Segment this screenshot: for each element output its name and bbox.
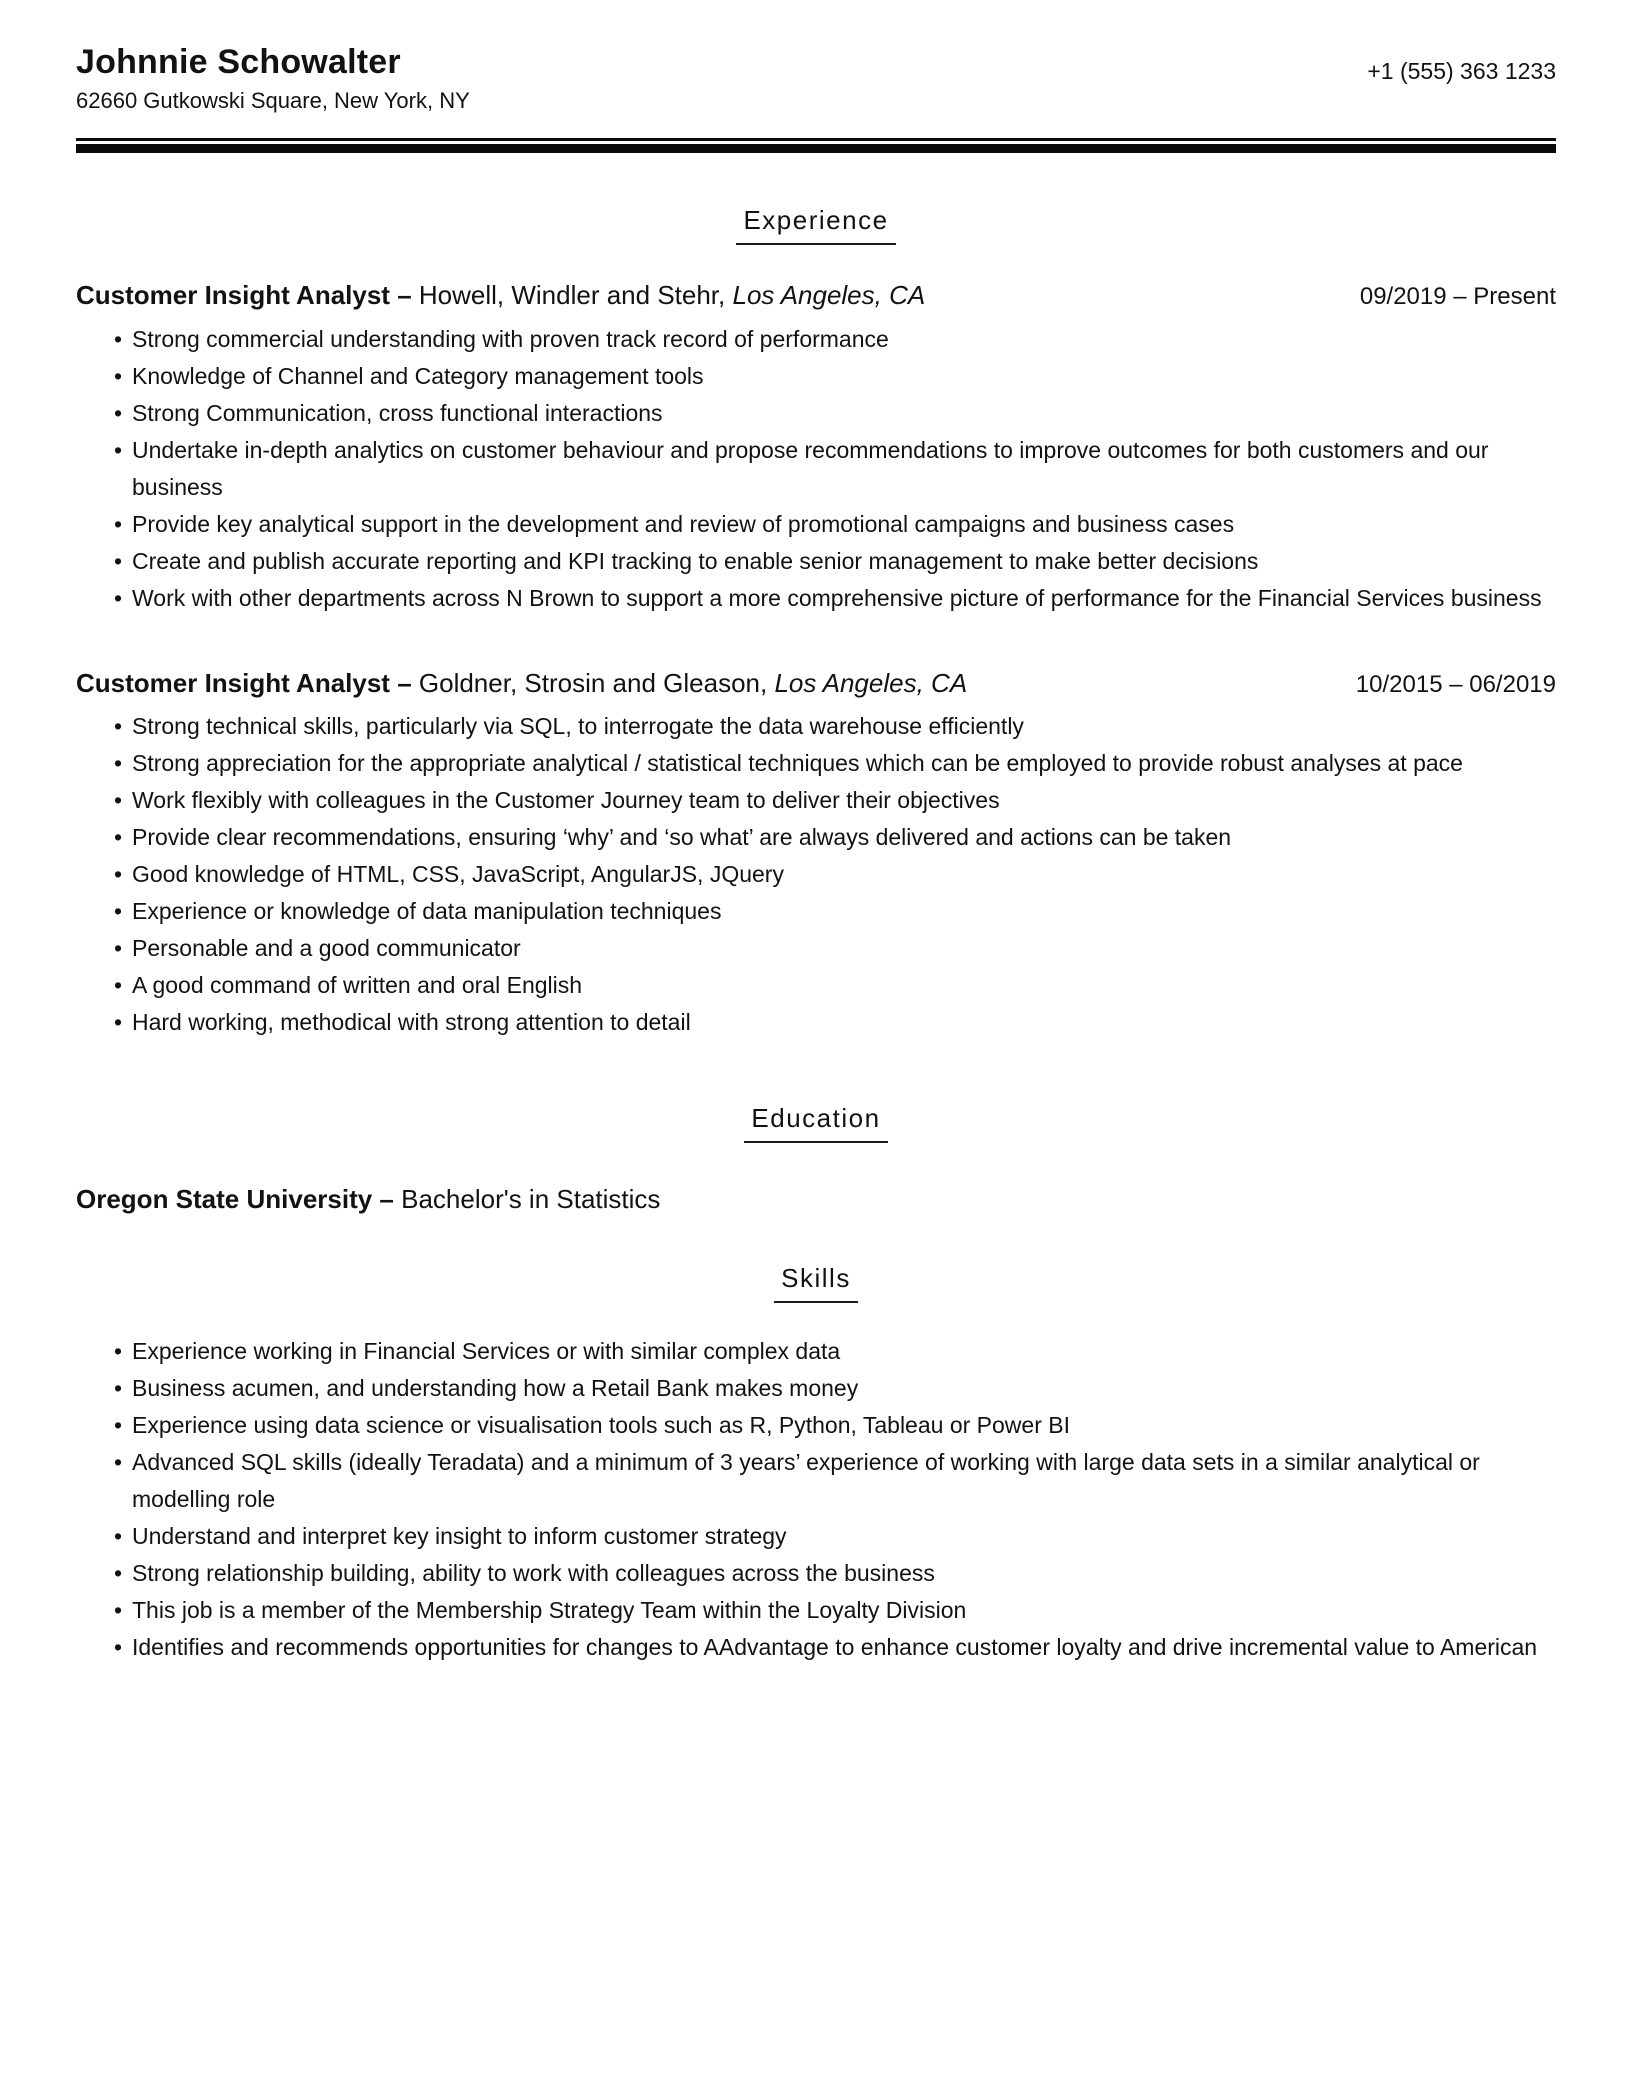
- job-header: [76, 279, 1556, 313]
- skills-bullet-list: [76, 1333, 1556, 1666]
- bullet-item: • Provide key analytical support in the development and review of promotional campaigns and business cases: [114, 506, 1556, 543]
- job-dates: 09/2019 – Present: [1359, 282, 1556, 310]
- bullet-item: • Provide clear recommendations, ensuring ‘why’ and ‘so what’ are always delivered and actions can be taken: [114, 819, 1556, 856]
- bullet-item: • Experience using data science or visualisation tools such as R, Python, Tableau or Power BI: [114, 1407, 1556, 1444]
- bullet-item: • Experience working in Financial Services or with similar complex data: [114, 1333, 1556, 1370]
- bullet-item: • Strong commercial understanding with proven track record of performance: [114, 321, 1556, 358]
- bullet-item: • Advanced SQL skills (ideally Teradata) and a minimum of 3 years’ experience of working with large data sets in a similar analytical or modelling role: [114, 1444, 1556, 1518]
- job-location: Los Angeles, CA: [774, 667, 968, 698]
- bullet-item: • Knowledge of Channel and Category management tools: [114, 358, 1556, 395]
- job-location: Los Angeles, CA: [732, 279, 926, 310]
- job-title-line: [76, 667, 967, 701]
- education-degree: Bachelor's in Statistics: [401, 1184, 661, 1215]
- job-role: Customer Insight Analyst –: [76, 279, 412, 310]
- section-title-experience: [76, 205, 1556, 245]
- bullet-item: • Identifies and recommends opportunities for changes to AAdvantage to enhance customer loyalty and drive incremental value to American: [114, 1629, 1556, 1666]
- bullet-item: • Understand and interpret key insight to inform customer strategy: [114, 1518, 1556, 1555]
- bullet-item: • Strong Communication, cross functional interactions: [114, 395, 1556, 432]
- education-entry: [76, 1183, 1556, 1217]
- bullet-item: • Strong relationship building, ability to work with colleagues across the business: [114, 1555, 1556, 1592]
- person-address: 62660 Gutkowski Square, New York, NY: [76, 87, 470, 113]
- header-divider: [76, 138, 1556, 153]
- bullet-item: • Good knowledge of HTML, CSS, JavaScript, AngularJS, JQuery: [114, 856, 1556, 893]
- education-title-text: Education: [744, 1103, 887, 1143]
- bullet-item: • Work flexibly with colleagues in the Customer Journey team to deliver their objectives: [114, 782, 1556, 819]
- bullet-item: • Personable and a good communicator: [114, 930, 1556, 967]
- bullet-item: • Experience or knowledge of data manipulation techniques: [114, 893, 1556, 930]
- job-bullet-list: [76, 321, 1556, 617]
- bullet-item: • This job is a member of the Membership Strategy Team within the Loyalty Division: [114, 1592, 1556, 1629]
- bullet-item: • Create and publish accurate reporting and KPI tracking to enable senior management to make better decisions: [114, 543, 1556, 580]
- bullet-item: • Strong technical skills, particularly via SQL, to interrogate the data warehouse efficiently: [114, 708, 1556, 745]
- bullet-item: • Business acumen, and understanding how a Retail Bank makes money: [114, 1370, 1556, 1407]
- job-title-line: [76, 279, 925, 313]
- bullet-item: • Hard working, methodical with strong attention to detail: [114, 1004, 1556, 1041]
- job-bullet-list: [76, 708, 1556, 1041]
- bullet-item: • A good command of written and oral English: [114, 967, 1556, 1004]
- divider-thick-line: [76, 144, 1556, 153]
- job-company: Howell, Windler and Stehr,: [418, 279, 726, 310]
- experience-entry-2: [76, 667, 1556, 1042]
- section-title-education: [76, 1103, 1556, 1143]
- experience-entry-1: [76, 279, 1556, 617]
- header-identity: [76, 42, 470, 114]
- job-dates: 10/2015 – 06/2019: [1355, 670, 1556, 698]
- job-company: Goldner, Strosin and Gleason,: [418, 667, 768, 698]
- education-school: Oregon State University –: [76, 1184, 394, 1215]
- job-header: [76, 667, 1556, 701]
- resume-header: [76, 42, 1556, 114]
- person-phone: +1 (555) 363 1233: [1367, 58, 1556, 84]
- bullet-item: • Strong appreciation for the appropriate analytical / statistical techniques which can be employed to provide robust analyses at pace: [114, 745, 1556, 782]
- skills-title-text: Skills: [774, 1263, 858, 1303]
- job-role: Customer Insight Analyst –: [76, 667, 412, 698]
- experience-title-text: Experience: [736, 205, 895, 245]
- bullet-item: • Work with other departments across N Brown to support a more comprehensive picture of performance for the Financial Services business: [114, 580, 1556, 617]
- bullet-item: • Undertake in-depth analytics on customer behaviour and propose recommendations to improve outcomes for both customers and our business: [114, 432, 1556, 506]
- section-title-skills: [76, 1263, 1556, 1303]
- person-name: Johnnie Schowalter: [76, 43, 401, 81]
